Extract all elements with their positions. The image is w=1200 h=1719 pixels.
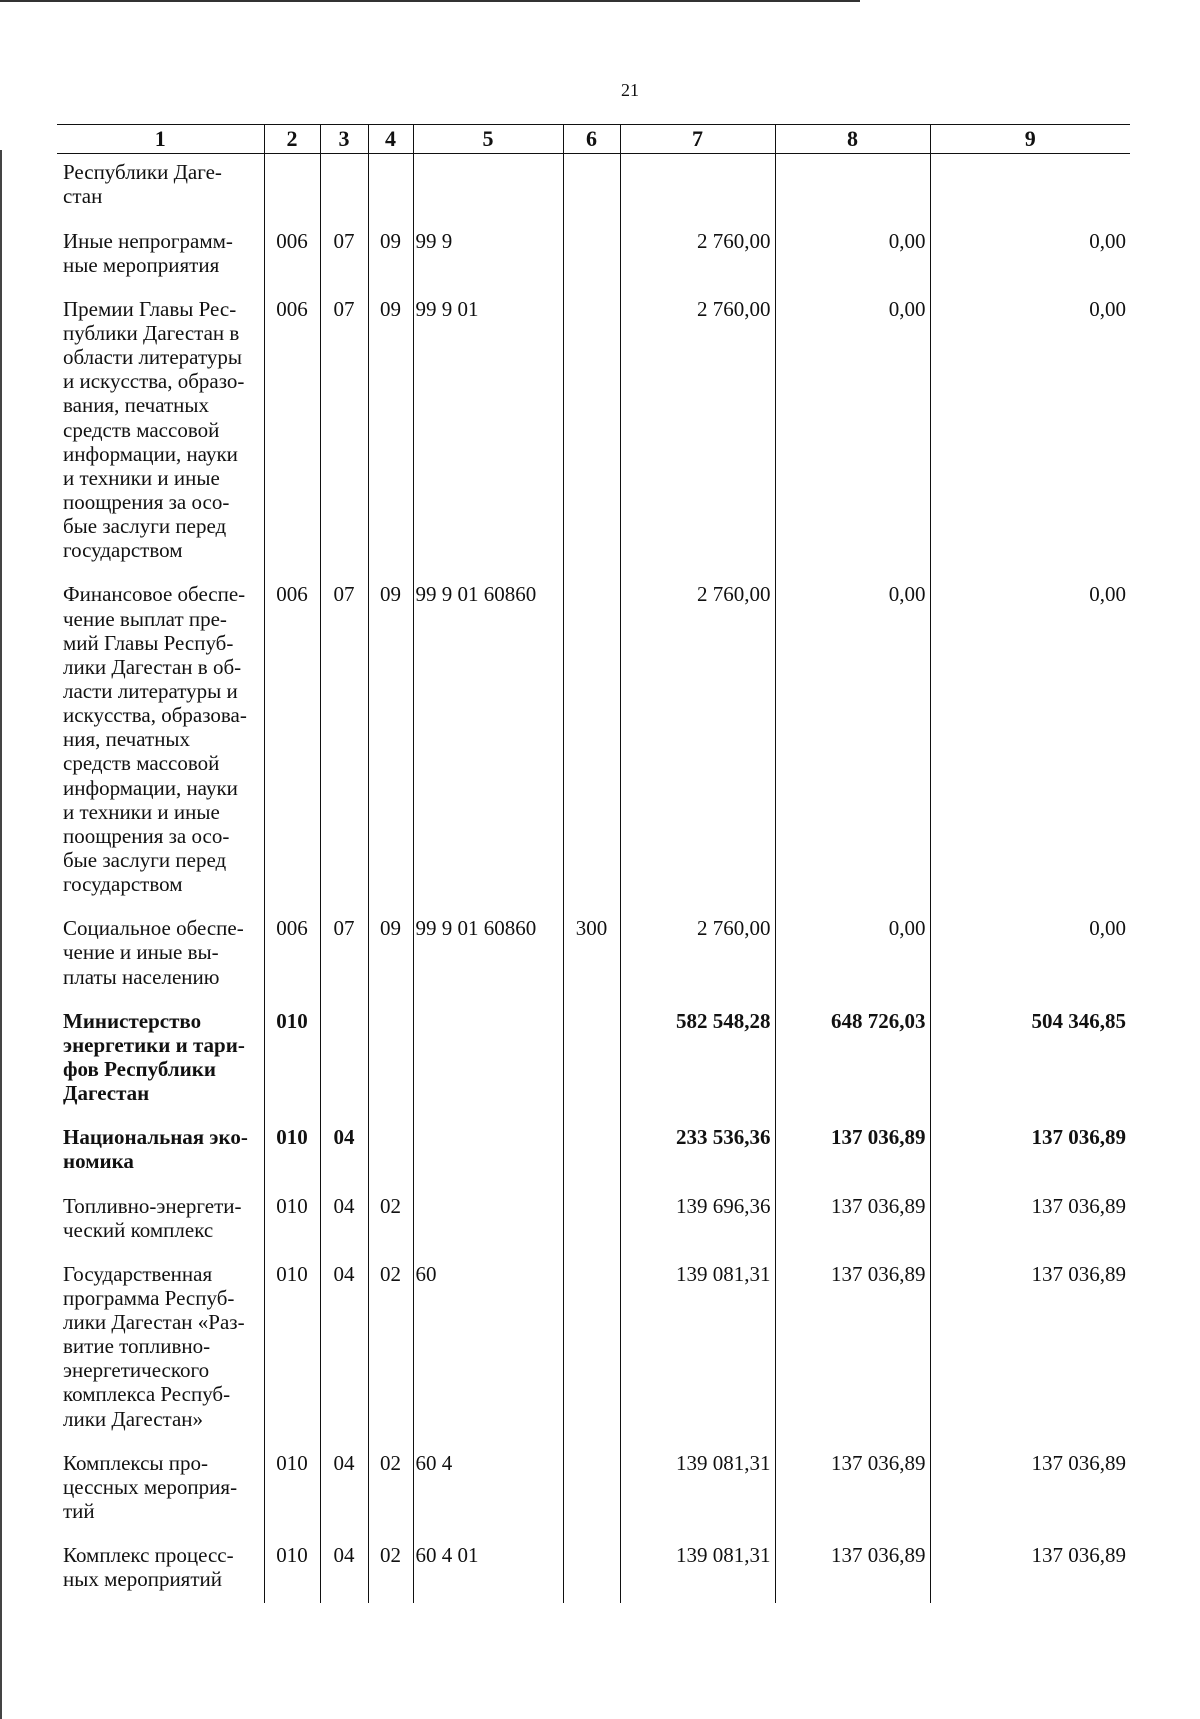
code-cell-6 (563, 1535, 620, 1603)
amount-cell-7: 139 081,31 (620, 1535, 775, 1603)
row-name-cell: Министерство энергетики и тари- фов Республики Дагестан (63, 1008, 245, 1106)
code-cell-6: 300 (563, 908, 620, 1000)
code-cell-2: 006 (264, 221, 320, 289)
code-cell-3: 04 (320, 1186, 368, 1254)
code-cell-3: 04 (320, 1443, 368, 1535)
row-name-cell: Иные непрограмм- ные мероприятия (63, 228, 233, 277)
code-cell-4: 09 (368, 908, 413, 1000)
code-cell-6 (563, 154, 620, 221)
amount-cell-7: 139 696,36 (620, 1186, 775, 1254)
amount-cell-7 (620, 154, 775, 221)
code-cell-2: 010 (264, 1254, 320, 1443)
code-cell-3 (320, 154, 368, 221)
row-name-cell: Социальное обеспе- чение и иные вы- платы населению (63, 916, 244, 989)
code-cell-5: 60 (413, 1254, 563, 1443)
code-cell-4: 02 (368, 1186, 413, 1254)
code-cell-4: 02 (368, 1443, 413, 1535)
code-cell-5 (413, 154, 563, 221)
code-cell-5: 99 9 01 60860 (413, 574, 563, 908)
table-row (57, 1186, 1130, 1254)
table-row (57, 574, 1130, 908)
code-cell-5: 99 9 01 (413, 289, 563, 575)
amount-cell-9: 137 036,89 (930, 1117, 1130, 1185)
code-cell-2: 010 (264, 1001, 320, 1118)
amount-cell-7: 233 536,36 (620, 1117, 775, 1185)
scan-border-top (0, 0, 860, 2)
amount-cell-7: 2 760,00 (620, 908, 775, 1000)
amount-cell-9: 0,00 (930, 289, 1130, 575)
code-cell-6 (563, 221, 620, 289)
code-cell-2: 006 (264, 908, 320, 1000)
row-name-cell: Государственная программа Респуб- лики Дагестан «Раз- витие топливно- энергетического комплекса Респуб- лики Дагестан» (63, 1261, 245, 1431)
amount-cell-8: 0,00 (775, 289, 930, 575)
code-cell-5: 99 9 (413, 221, 563, 289)
column-header-6: 6 (563, 125, 620, 154)
column-header-2: 2 (264, 125, 320, 154)
code-cell-3: 07 (320, 221, 368, 289)
code-cell-6 (563, 1254, 620, 1443)
amount-cell-7: 2 760,00 (620, 221, 775, 289)
row-name-cell: Премии Главы Рес- публики Дагестан в области литературы и искусства, образо- вания, печатных средств массовой информации, науки и техники и иные поощрения за осо- бые заслуги перед государством (63, 296, 245, 563)
column-header-8: 8 (775, 125, 930, 154)
table-row (57, 908, 1130, 1000)
code-cell-5: 99 9 01 60860 (413, 908, 563, 1000)
row-name-cell: Финансовое обеспе- чение выплат пре- мий Главы Респуб- лики Дагестан в об- ласти литературы и искусства, образова- ния, печатных средств массовой информации, науки и техники и иные поощрения за осо- бые заслуги перед государством (63, 582, 247, 897)
amount-cell-9: 0,00 (930, 574, 1130, 908)
amount-cell-8: 137 036,89 (775, 1254, 930, 1443)
amount-cell-8: 0,00 (775, 574, 930, 908)
code-cell-4 (368, 1001, 413, 1118)
code-cell-5: 60 4 (413, 1443, 563, 1535)
amount-cell-8: 137 036,89 (775, 1117, 930, 1185)
code-cell-6 (563, 1001, 620, 1118)
amount-cell-9 (930, 154, 1130, 221)
code-cell-3: 07 (320, 289, 368, 575)
header-row (57, 125, 1130, 154)
amount-cell-8 (775, 154, 930, 221)
code-cell-4: 09 (368, 221, 413, 289)
table-row (57, 221, 1130, 289)
column-header-5: 5 (413, 125, 563, 154)
amount-cell-7: 582 548,28 (620, 1001, 775, 1118)
column-header-9: 9 (930, 125, 1130, 154)
code-cell-3: 04 (320, 1535, 368, 1603)
table-row (57, 289, 1130, 575)
amount-cell-8: 0,00 (775, 221, 930, 289)
code-cell-2: 010 (264, 1535, 320, 1603)
row-name-cell: Республики Даге- стан (63, 160, 222, 209)
table-row (57, 1443, 1130, 1535)
code-cell-2: 006 (264, 574, 320, 908)
row-name-cell: Национальная эко- номика (63, 1125, 248, 1174)
code-cell-2: 006 (264, 289, 320, 575)
code-cell-6 (563, 1443, 620, 1535)
row-name-cell: Топливно-энергети- ческий комплекс (63, 1193, 242, 1242)
scan-border-left (0, 150, 2, 1719)
amount-cell-8: 0,00 (775, 908, 930, 1000)
column-header-1: 1 (57, 125, 264, 154)
code-cell-3: 04 (320, 1117, 368, 1185)
code-cell-2: 010 (264, 1117, 320, 1185)
code-cell-4: 09 (368, 574, 413, 908)
table-row (57, 1117, 1130, 1185)
table-row (57, 1535, 1130, 1603)
code-cell-6 (563, 574, 620, 908)
amount-cell-9: 137 036,89 (930, 1535, 1130, 1603)
code-cell-6 (563, 289, 620, 575)
amount-cell-7: 2 760,00 (620, 289, 775, 575)
code-cell-2 (264, 154, 320, 221)
column-header-4: 4 (368, 125, 413, 154)
code-cell-5: 60 4 01 (413, 1535, 563, 1603)
table-body (57, 154, 1130, 1604)
code-cell-4 (368, 154, 413, 221)
table-row (57, 154, 1130, 221)
amount-cell-8: 648 726,03 (775, 1001, 930, 1118)
code-cell-6 (563, 1117, 620, 1185)
page-number: 21 (621, 80, 639, 100)
code-cell-3: 07 (320, 574, 368, 908)
amount-cell-8: 137 036,89 (775, 1535, 930, 1603)
amount-cell-7: 2 760,00 (620, 574, 775, 908)
table-row (57, 1254, 1130, 1443)
amount-cell-9: 0,00 (930, 908, 1130, 1000)
amount-cell-9: 137 036,89 (930, 1443, 1130, 1535)
code-cell-4: 02 (368, 1254, 413, 1443)
code-cell-3: 07 (320, 908, 368, 1000)
amount-cell-7: 139 081,31 (620, 1254, 775, 1443)
amount-cell-8: 137 036,89 (775, 1186, 930, 1254)
table-row (57, 1001, 1130, 1118)
column-header-3: 3 (320, 125, 368, 154)
code-cell-4: 02 (368, 1535, 413, 1603)
code-cell-5 (413, 1001, 563, 1118)
row-name-cell: Комплексы про- цессных мероприя- тий (63, 1450, 238, 1524)
code-cell-6 (563, 1186, 620, 1254)
code-cell-5 (413, 1186, 563, 1254)
amount-cell-9: 504 346,85 (930, 1001, 1130, 1118)
budget-table (57, 124, 1130, 1603)
code-cell-4: 09 (368, 289, 413, 575)
code-cell-3 (320, 1001, 368, 1118)
code-cell-2: 010 (264, 1186, 320, 1254)
amount-cell-8: 137 036,89 (775, 1443, 930, 1535)
amount-cell-9: 0,00 (930, 221, 1130, 289)
row-name-cell: Комплекс процесс- ных мероприятий (63, 1543, 234, 1592)
column-header-7: 7 (620, 125, 775, 154)
amount-cell-7: 139 081,31 (620, 1443, 775, 1535)
amount-cell-9: 137 036,89 (930, 1186, 1130, 1254)
code-cell-4 (368, 1117, 413, 1185)
code-cell-5 (413, 1117, 563, 1185)
amount-cell-9: 137 036,89 (930, 1254, 1130, 1443)
code-cell-3: 04 (320, 1254, 368, 1443)
code-cell-2: 010 (264, 1443, 320, 1535)
